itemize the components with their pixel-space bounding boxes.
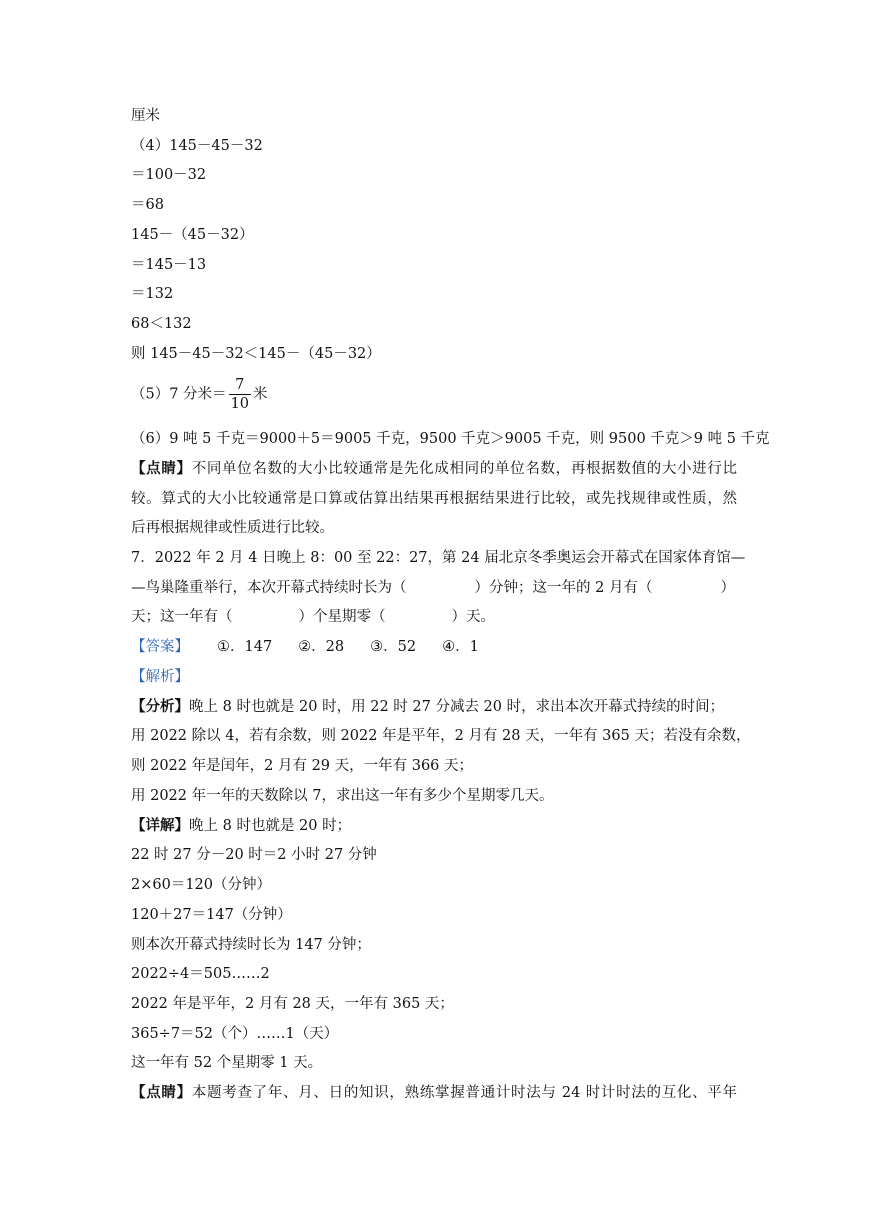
text-span: 天；这一年有（ (131, 609, 233, 625)
text-line: 22 时 27 分－20 时＝2 小时 27 分钟 (131, 847, 377, 863)
answer-4: ④．1 (442, 639, 479, 655)
text-span: 不同单位名数的大小比较通常是先化成相同的单位名数，再根据数值的大小进行比 (191, 461, 738, 477)
fraction (229, 376, 251, 413)
text-line: 则 145－45－32＜145－（45－32） (131, 346, 381, 362)
text-line (131, 816, 351, 836)
question-line (131, 607, 495, 627)
fraction-line (131, 376, 268, 413)
text-span: 较。算式的大小比较通常是口算或估算出结果再根据结果进行比较，或先找规律或性质，然 (131, 491, 737, 507)
text-span: 7．2022 年 2 月 4 日晚上 8：00 至 22：27，第 24 届北京冬季奥运会开幕式在国家体育馆— (131, 550, 746, 566)
answer-tag: 【答案】 (131, 639, 189, 655)
dianjing-tag: 【点睛】 (131, 1084, 192, 1101)
question-line (131, 548, 746, 568)
text-line: 365÷7＝52（个）……1（天） (131, 1026, 339, 1042)
text-line: 则 2022 年是闰年，2 月有 29 天，一年有 366 天； (131, 758, 474, 774)
text-line: 2022÷4＝505……2 (131, 966, 270, 982)
text-span: 用 2022 除以 4，若有余数，则 2022 年是平年，2 月有 28 天，一年有 365 天；若没有余数， (131, 728, 751, 744)
text-span: —鸟巢隆重举行，本次开幕式持续时长为（ (131, 580, 407, 596)
text-line: 2×60＝120（分钟） (131, 877, 272, 893)
text-line (131, 726, 751, 746)
text-line: （6）9 吨 5 千克＝9000＋5＝9005 千克，9500 千克＞9005 千克，则 9500 千克＞9 吨 5 千克 (131, 431, 770, 447)
question-line (131, 578, 737, 598)
answer-3: ③．52 (370, 639, 417, 655)
dianjing-tag: 【点睛】 (131, 460, 192, 477)
text-line: 120＋27＝147（分钟） (131, 907, 292, 923)
fraction-numerator: 7 (229, 376, 251, 395)
text-line: 则本次开幕式持续时长为 147 分钟； (131, 937, 371, 953)
text-line (131, 459, 737, 479)
text-line: （4）145－45－32 (131, 138, 263, 154)
text-span: 晚上 8 时也就是 20 时，用 22 时 27 分减去 20 时，求出本次开幕式持续的时间； (189, 699, 725, 715)
text-line: 145－（45－32） (131, 227, 254, 243)
analysis-tag: 【解析】 (131, 669, 189, 685)
answer-1: ①．147 (217, 639, 273, 655)
text-span: （5）7 分米＝ (131, 386, 227, 403)
text-span: ）个星期零（ (298, 609, 386, 625)
text-line: 68＜132 (131, 316, 192, 332)
text-line: 2022 年是平年，2 月有 28 天，一年有 365 天； (131, 996, 454, 1012)
text-line (131, 697, 724, 717)
text-span: ）天。 (451, 609, 495, 625)
text-line: 用 2022 年一年的天数除以 7，求出这一年有多少个星期零几天。 (131, 788, 554, 804)
text-line: ＝100－32 (131, 167, 207, 183)
fraction-denominator: 10 (230, 396, 250, 412)
text-span: ） (720, 580, 735, 596)
text-line: ＝68 (131, 197, 164, 213)
text-span: 晚上 8 时也就是 20 时； (189, 818, 352, 834)
text-span: 米 (253, 386, 268, 403)
text-span: 本题考查了年、月、日的知识，熟练掌握普通计时法与 24 时计时法的互化、平年 (191, 1085, 738, 1101)
text-line: ＝145－13 (131, 257, 207, 273)
text-span: ）分钟；这一年的 2 月有（ (474, 580, 653, 596)
text-line: 后再根据规律或性质进行比较。 (131, 520, 334, 536)
text-line (131, 489, 737, 509)
answer-2: ②．28 (298, 639, 345, 655)
xiangjie-tag: 【详解】 (131, 817, 189, 834)
text-line (131, 1083, 737, 1103)
text-line: ＝132 (131, 286, 174, 302)
fenxi-tag: 【分析】 (131, 698, 189, 715)
text-line: 厘米 (131, 108, 160, 124)
text-line: 这一年有 52 个星期零 1 天。 (131, 1055, 323, 1071)
answer-line (131, 637, 479, 657)
